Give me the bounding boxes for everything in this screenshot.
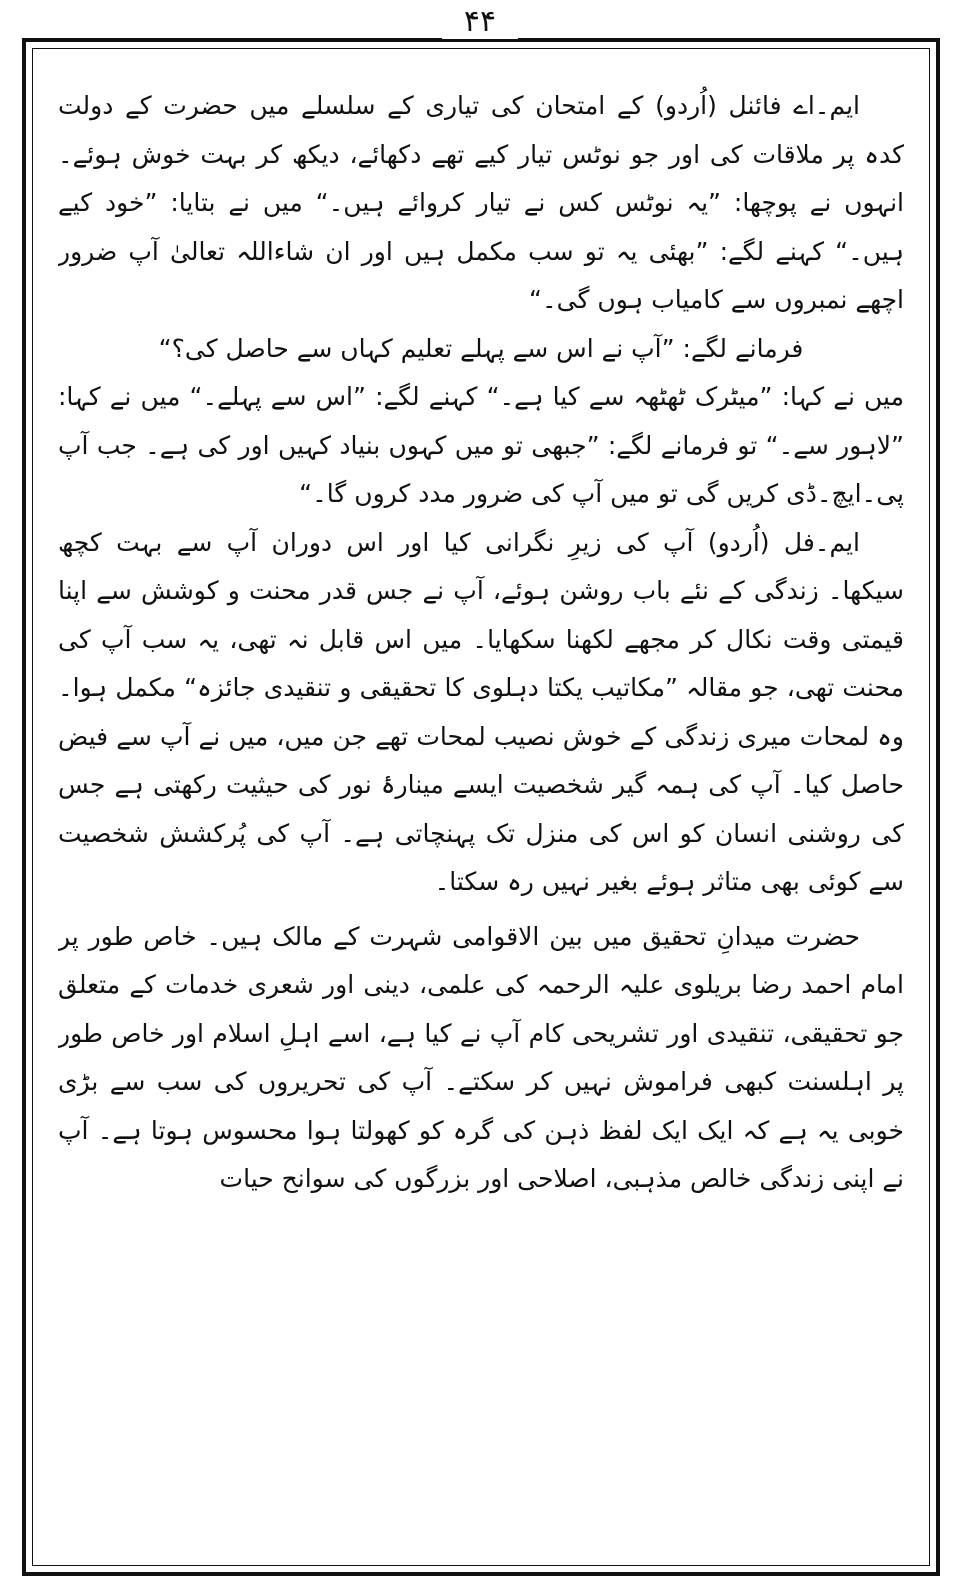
paragraph-3: میں نے کہا: ”میٹرک ٹھٹھہ سے کیا ہے۔“ کہنے لگے: ”اس سے پہلے۔“ میں نے کہا: ”لاہور سے۔“ تو فرمانے لگے: ”جبھی تو میں کہوں بنیاد کہیں اور کی ہے۔ جب آپ پی۔ایچ۔ڈی کریں گی تو میں آپ کی ضرور مدد کروں گا۔“ — [58, 382, 904, 508]
paragraph-2: فرمانے لگے: ”آپ نے اس سے پہلے تعلیم کہاں سے حاصل کی؟“ — [158, 333, 804, 363]
page-body — [58, 82, 904, 1560]
paragraph-1: ایم۔اے فائنل (اُردو) کے امتحان کی تیاری کے سلسلے میں حضرت کے دولت کدہ پر ملاقات کی اور جو نوٹس تیار کیے تھے دکھائے، دیکھ کر بہت خوش ہوئے۔ انہوں نے پوچھا: ”یہ نوٹس کس نے تیار کروائے ہیں۔“ میں نے بتایا: ”خود کیے ہیں۔“ کہنے لگے: ”بھئی یہ تو سب مکمل ہیں اور ان شاءاللہ تعالیٰ آپ ضرور اچھے نمبروں سے کامیاب ہوں گی۔“ — [58, 91, 904, 314]
page-number-text: ۴۴ — [442, 4, 518, 39]
page-number — [0, 4, 960, 40]
paragraph-4: ایم۔فل (اُردو) آپ کی زیرِ نگرانی کیا اور اس دوران آپ سے بہت کچھ سیکھا۔ زندگی کے نئے باب روشن ہوئے، آپ نے جس قدر محنت و کوشش سے اپنا قیمتی وقت نکال کر مجھے لکھنا سکھایا۔ میں اس قابل نہ تھی، یہ سب آپ کی محنت تھی، جو مقالہ ”مکاتیب یکتا دہلوی کا تحقیقی و تنقیدی جائزہ“ مکمل ہوا۔ وہ لمحات میری زندگی کے خوش نصیب لمحات تھے جن میں، میں نے آپ سے فیض حاصل کیا۔ آپ کی ہمہ گیر شخصیت ایسے مینارۂ نور کی حیثیت رکھتی ہے جس کی روشنی انسان کو اس کی منزل تک پہنچاتی ہے۔ آپ کی پُرکشش شخصیت سے کوئی بھی متاثر ہوئے بغیر نہیں رہ سکتا۔ — [58, 527, 904, 896]
paragraph-5: حضرت میدانِ تحقیق میں بین الاقوامی شہرت کے مالک ہیں۔ خاص طور پر امام احمد رضا بریلوی علیہ الرحمہ کی علمی، دینی اور شعری خدمات کے متعلق جو تحقیقی، تنقیدی اور تشریحی کام آپ نے کیا ہے، اسے اہلِ اسلام اور خاص طور پر اہلسنت کبھی فراموش نہیں کر سکتے۔ آپ کی تحریروں کی سب سے بڑی خوبی یہ ہے کہ ایک ایک لفظ ذہن کی گرہ کو کھولتا ہوا محسوس ہوتا ہے۔ آپ نے اپنی زندگی خالص مذہبی، اصلاحی اور بزرگوں کی سوانح حیات — [58, 921, 904, 1193]
